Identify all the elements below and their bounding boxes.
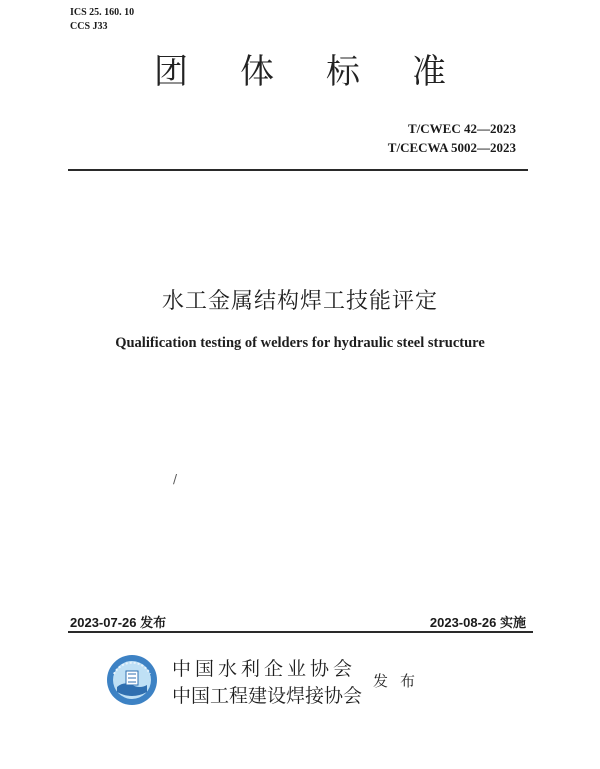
standard-number-cecwa: T/CECWA 5002—2023 <box>387 140 516 155</box>
ics-code: ICS 25. 160. 10 <box>70 7 135 18</box>
publisher-cecwa: 中国工程建设焊接协会 <box>172 685 363 707</box>
title-english: Qualification testing of welders for hydraulic steel structure <box>115 335 485 351</box>
ccs-code: CCS J33 <box>70 21 108 32</box>
publish-label: 发布 <box>373 672 428 690</box>
standard-type-heading: 团体标准 <box>154 52 498 92</box>
top-divider <box>68 169 528 171</box>
scan-mark: / <box>173 472 178 486</box>
title-chinese: 水工金属结构焊工技能评定 <box>161 289 438 314</box>
implementation-date: 2023-08-26 实施 <box>429 615 526 630</box>
publisher-cwea: 中国水利企业协会 <box>172 658 357 680</box>
issue-date: 2023-07-26 发布 <box>70 615 167 630</box>
association-logo-icon <box>106 654 158 706</box>
standard-number-cwec: T/CWEC 42—2023 <box>408 121 516 136</box>
bottom-divider <box>68 631 533 633</box>
